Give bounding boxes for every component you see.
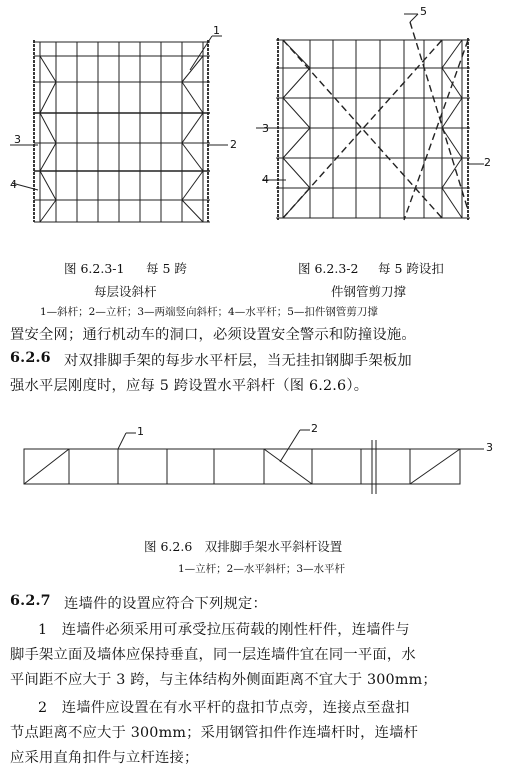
fig1-callout-3: 3 <box>14 133 21 146</box>
fig1-caption-num: 图 6.2.3-1 <box>64 261 125 276</box>
fig1-caption-title-line2: 每层设斜杆 <box>94 284 157 299</box>
fig1-caption-title-line1: 每 5 跨 <box>146 261 187 276</box>
clause-627-item1-line1: 1 连墙件必须采用可承受拉压荷载的刚性杆件，连墙件与 <box>38 622 410 638</box>
fig3-callout-2: 2 <box>311 422 318 435</box>
fig2-callout-5: 5 <box>420 5 427 18</box>
fig1-callout-4: 4 <box>10 178 17 191</box>
clause-627-number: 6.2.7 <box>10 593 51 609</box>
clause-627-item2-line1: 2 连墙件应设置在有水平杆的盘扣节点旁，连接点至盘扣 <box>38 700 410 716</box>
fig2-caption-num: 图 6.2.3-2 <box>298 261 359 276</box>
fig626-legend: 1—立杆；2—水平斜杆；3—水平杆 <box>178 563 346 575</box>
fig1-callout-2: 2 <box>230 138 237 151</box>
fig2-caption-title-line1: 每 5 跨设扣 <box>378 261 444 276</box>
fig2-callout-3: 3 <box>262 122 269 135</box>
clause-626-number: 6.2.6 <box>10 350 51 366</box>
clause-627-intro: 连墙件的设置应符合下列规定： <box>64 596 267 612</box>
clause-626-line2: 强水平层刚度时，应每 5 跨设置水平斜杆（图 6.2.6）。 <box>10 378 369 394</box>
clause-627-item1-line3: 平间距不应大于 3 跨，与主体结构外侧面距离不宜大于 300mm； <box>10 672 437 688</box>
paragraph-continuation: 置安全网；通行机动车的洞口，必须设置安全警示和防撞设施。 <box>10 327 416 343</box>
clause-627-item1-line2: 脚手架立面及墙体应保持垂直，同一层连墙件宜在同一平面，水 <box>10 647 416 663</box>
clause-627-item2-line3: 应采用直角扣件与立杆连接； <box>10 750 199 766</box>
fig3-callout-3: 3 <box>486 441 493 454</box>
clause-626-line1: 对双排脚手架的每步水平杆层，当无挂扣钢脚手架板加 <box>64 353 412 369</box>
fig3-callout-1: 1 <box>137 425 144 438</box>
fig2-caption-title-line2: 件钢管剪刀撑 <box>331 284 407 299</box>
clause-627-item2-line2: 节点距离不应大于 300mm；采用钢管扣件作连墙杆时，连墙杆 <box>10 725 419 741</box>
fig623-legend: 1—斜杆；2—立杆；3—两端竖向斜杆；4—水平杆；5—扣件钢管剪刀撑 <box>40 306 378 318</box>
fig626-caption: 图 6.2.6 双排脚手架水平斜杆设置 <box>144 539 343 554</box>
fig2-callout-2: 2 <box>484 156 491 169</box>
fig1-callout-1: 1 <box>213 24 220 37</box>
fig2-callout-4: 4 <box>262 173 269 186</box>
